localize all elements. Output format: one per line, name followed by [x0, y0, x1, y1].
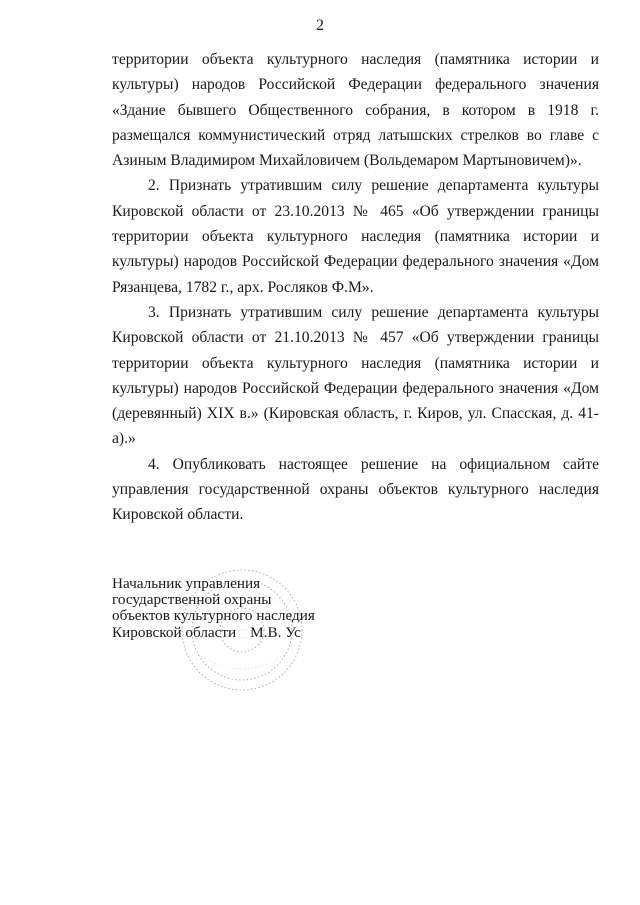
signature-title-line-3: объектов культурного наследия [112, 607, 315, 625]
signature-title-line-4-text: Кировской области [112, 623, 237, 641]
signature-title-line-1: Начальник управления [112, 575, 261, 592]
signatory-name: М.В. Ус [250, 623, 301, 641]
page-number: 2 [316, 17, 324, 34]
paragraph-continuation: территории объекта культурного наследия (памятника истории и культуры) народов Российской Федерации федерального значения «Здание бывшего Общественного собрания, в котором в 1918 г. размещался коммунистический отряд латышских стрелков во главе с Азиным Владимиром Михайловичем (Вольдемаром Мартыновичем)». [112, 51, 599, 170]
document-body [112, 47, 599, 528]
signature-title-line-2: государственной охраны [112, 591, 272, 609]
signature-title-line-4 [112, 625, 315, 641]
signature-block [112, 576, 315, 641]
paragraph-item-2: 2. Признать утратившим силу решение департамента культуры Кировской области от 23.10.2013 № 465 «Об утверждении границы территории объекта культурного наследия (памятника истории и культуры) народов Российской Федерации федерального значения «Дом Рязанцева, 1782 г., арх. Росляков Ф.М». [112, 177, 599, 296]
paragraph-item-3: 3. Признать утратившим силу решение департамента культуры Кировской области от 21.10.2013 № 457 «Об утверждении границы территории объекта культурного наследия (памятника истории и культуры) народов Российской Федерации федерального значения «Дом (деревянный) XIX в.» (Кировская область, г. Киров, ул. Спасская, д. 41-а).» [112, 303, 599, 448]
paragraph-item-4: 4. Опубликовать настоящее решение на официальном сайте управления государственной охраны объектов культурного наследия Кировской области. [112, 455, 599, 524]
